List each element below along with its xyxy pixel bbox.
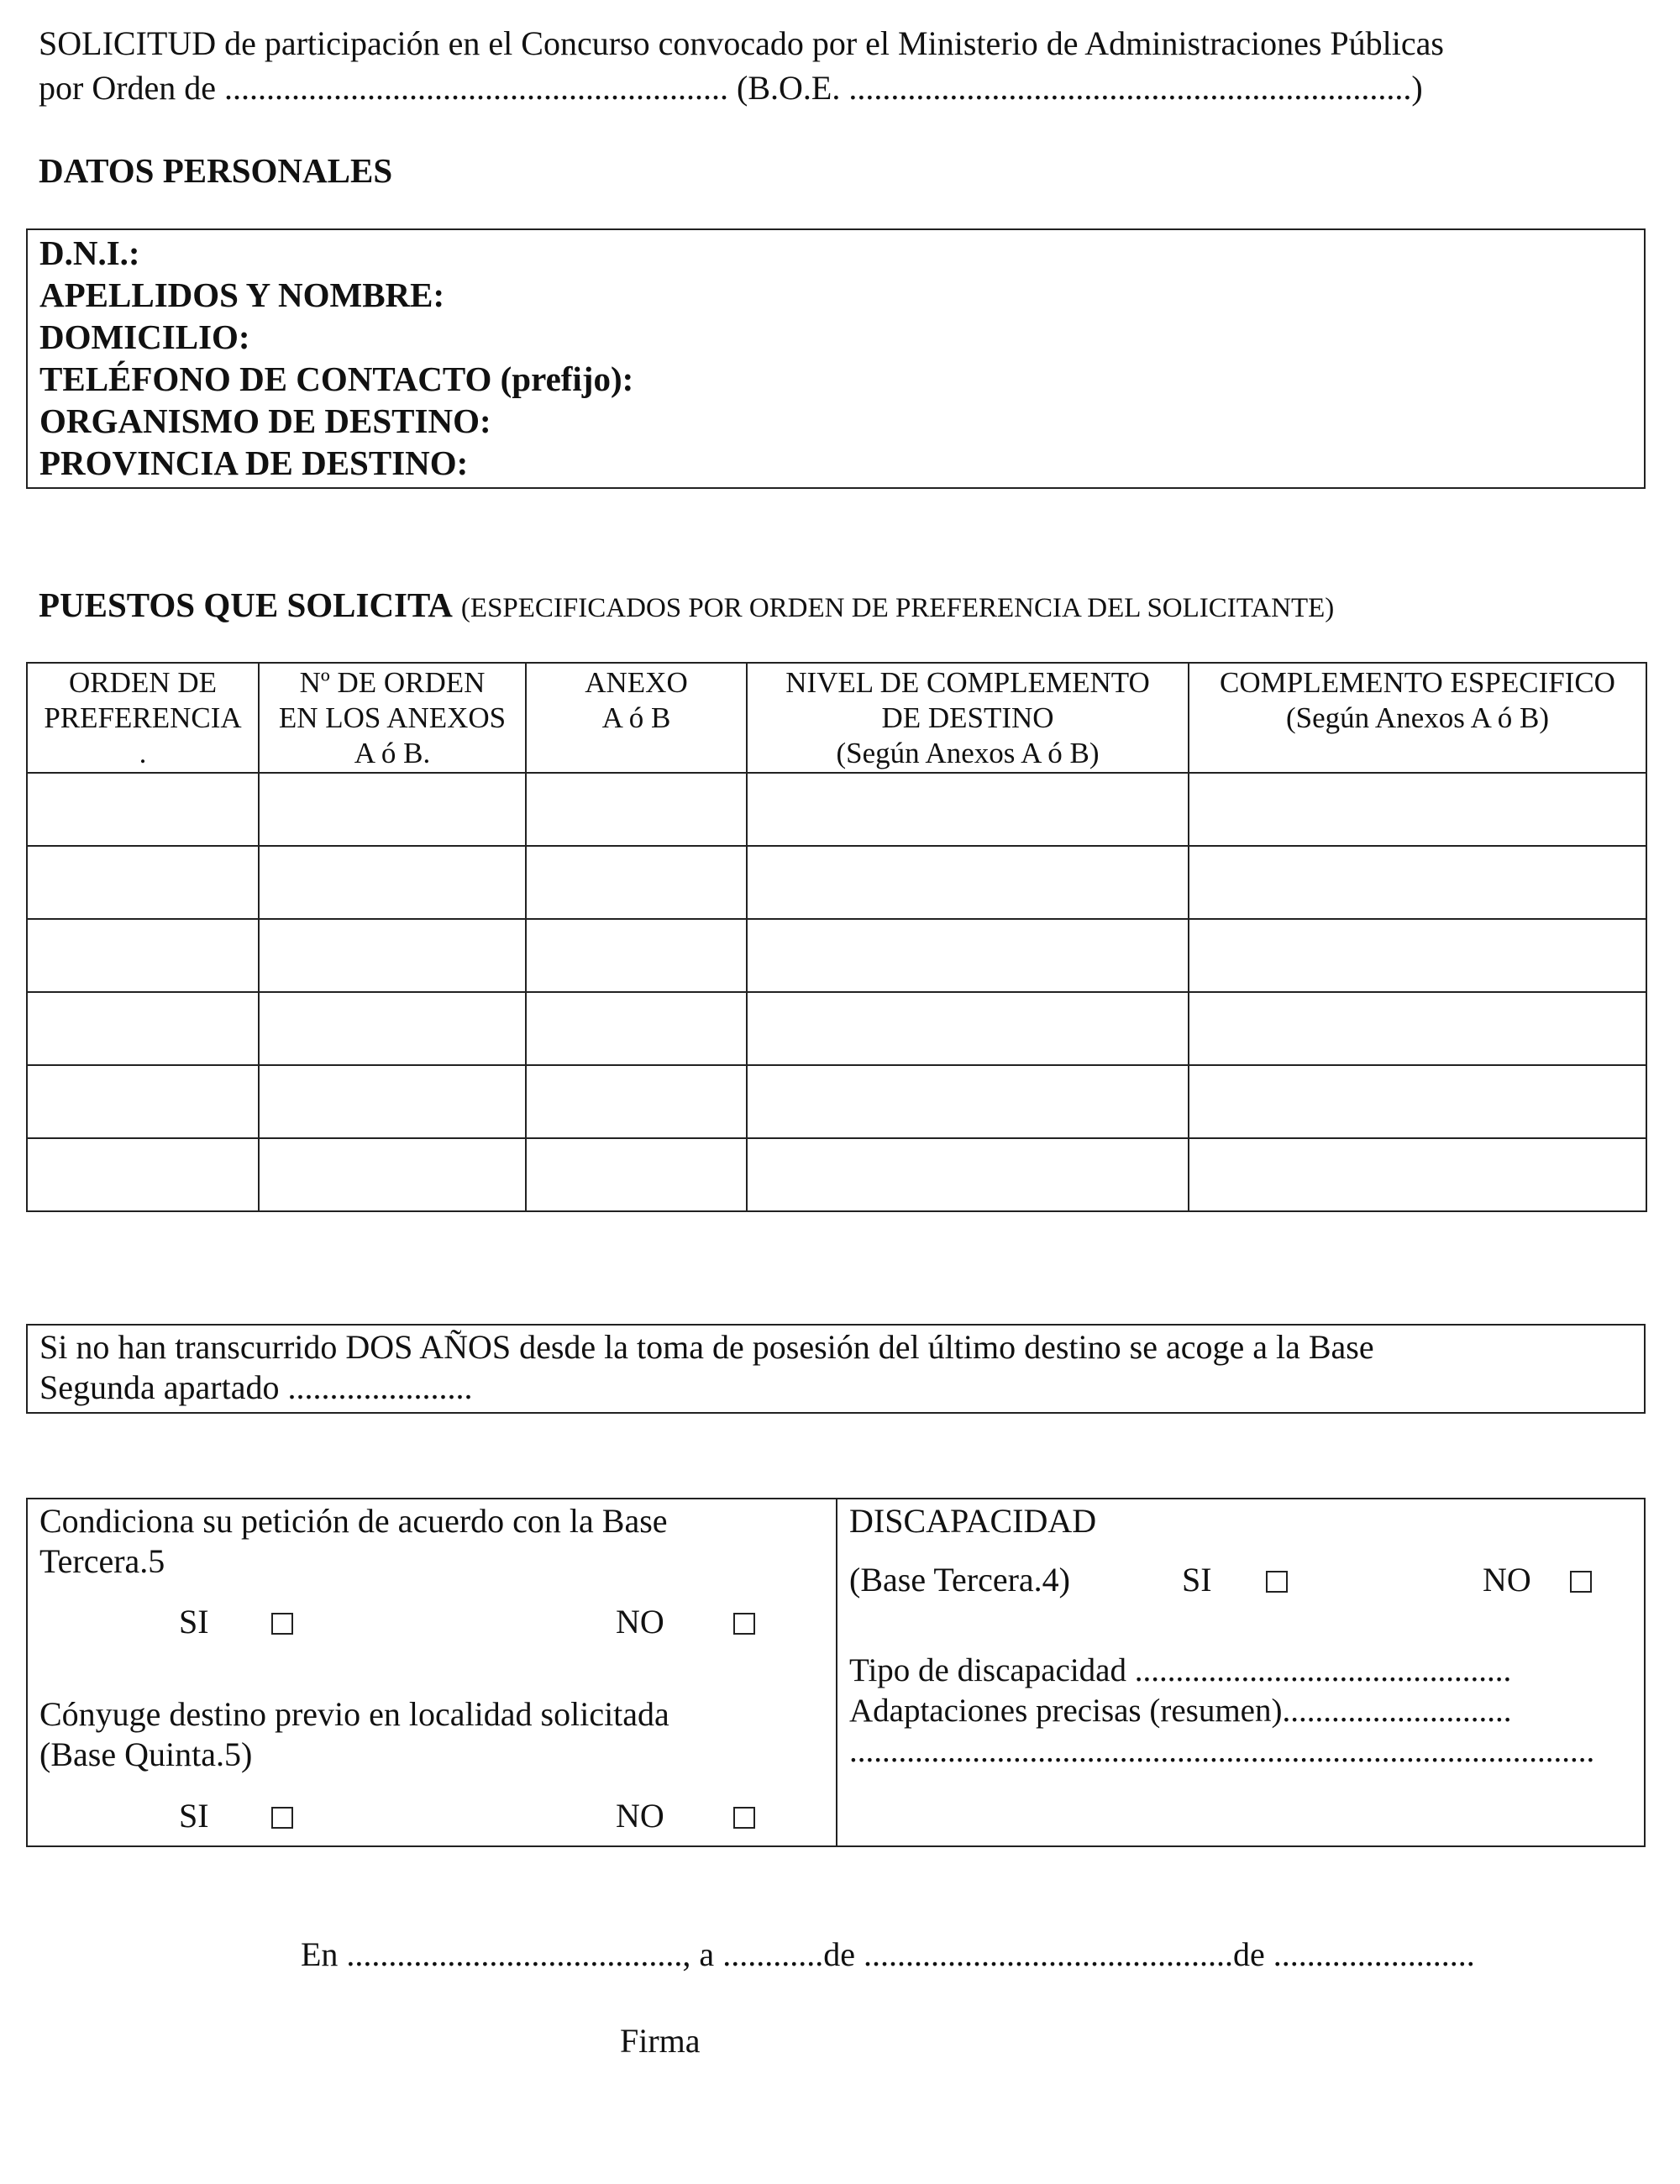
positions-table — [26, 662, 1647, 1212]
conyuge-no-checkbox[interactable] — [733, 1807, 755, 1829]
personal-data-box — [26, 228, 1646, 489]
disability-adaptations-continuation[interactable]: ........................................................................................... — [849, 1733, 1595, 1769]
table-cell[interactable] — [259, 919, 526, 992]
table-row — [27, 1065, 1646, 1138]
field-organism[interactable]: ORGANISMO DE DESTINO: — [39, 402, 491, 440]
table-cell[interactable] — [1189, 992, 1646, 1065]
condiciona-line2: Tercera.5 — [39, 1542, 165, 1580]
two-years-line2: Segunda apartado ...................... — [39, 1368, 473, 1406]
col-header-level: NIVEL DE COMPLEMENTO DE DESTINO (Según Anexos A ó B) — [747, 663, 1189, 773]
table-cell[interactable] — [747, 773, 1189, 846]
disability-title: DISCAPACIDAD — [849, 1502, 1097, 1540]
table-cell[interactable] — [259, 1138, 526, 1211]
condiciona-si-label: SI — [179, 1603, 209, 1641]
table-row — [27, 1138, 1646, 1211]
disability-si-checkbox[interactable] — [1266, 1571, 1288, 1593]
field-address[interactable]: DOMICILIO: — [39, 318, 250, 356]
disability-base: (Base Tercera.4) — [849, 1561, 1070, 1599]
request-intro-line1: SOLICITUD de participación en el Concurso convocado por el Ministerio de Administraciones Públicas — [39, 24, 1444, 62]
disability-si-label: SI — [1182, 1561, 1212, 1599]
conyuge-si-checkbox[interactable] — [271, 1807, 293, 1829]
two-years-line1: Si no han transcurrido DOS AÑOS desde la toma de posesión del último destino se acoge a la Base — [39, 1328, 1374, 1366]
table-cell[interactable] — [27, 846, 259, 919]
disability-adaptations-field[interactable]: Adaptaciones precisas (resumen)............................ — [849, 1693, 1512, 1729]
table-cell[interactable] — [747, 919, 1189, 992]
table-cell[interactable] — [747, 1065, 1189, 1138]
col-header-order-number: Nº DE ORDEN EN LOS ANEXOS A ó B. — [259, 663, 526, 773]
table-cell[interactable] — [747, 1138, 1189, 1211]
field-phone[interactable]: TELÉFONO DE CONTACTO (prefijo): — [39, 360, 634, 398]
col-header-preference: ORDEN DE PREFERENCIA . — [27, 663, 259, 773]
table-cell[interactable] — [1189, 1065, 1646, 1138]
table-cell[interactable] — [259, 773, 526, 846]
field-name[interactable]: APELLIDOS Y NOMBRE: — [39, 276, 445, 314]
condiciona-si-checkbox[interactable] — [271, 1613, 293, 1635]
table-cell[interactable] — [27, 773, 259, 846]
table-row — [27, 919, 1646, 992]
disability-box — [836, 1498, 1646, 1847]
table-cell[interactable] — [259, 846, 526, 919]
table-cell[interactable] — [526, 992, 747, 1065]
positions-subtitle: (ESPECIFICADOS POR ORDEN DE PREFERENCIA DEL SOLICITANTE) — [460, 593, 1335, 623]
table-cell[interactable] — [27, 992, 259, 1065]
disability-no-checkbox[interactable] — [1570, 1571, 1592, 1593]
positions-heading — [39, 584, 1334, 629]
table-cell[interactable] — [526, 773, 747, 846]
conyuge-no-label: NO — [616, 1797, 664, 1835]
table-cell[interactable] — [259, 992, 526, 1065]
table-cell[interactable] — [747, 992, 1189, 1065]
table-cell[interactable] — [747, 846, 1189, 919]
table-cell[interactable] — [526, 846, 747, 919]
col-header-annex: ANEXO A ó B — [526, 663, 747, 773]
table-cell[interactable] — [526, 1138, 747, 1211]
table-cell[interactable] — [27, 1138, 259, 1211]
two-years-box — [26, 1324, 1646, 1414]
table-cell[interactable] — [1189, 846, 1646, 919]
table-cell[interactable] — [1189, 919, 1646, 992]
conyuge-line2: (Base Quinta.5) — [39, 1735, 253, 1773]
table-row — [27, 992, 1646, 1065]
personal-data-title: DATOS PERSONALES — [39, 151, 393, 190]
table-cell[interactable] — [526, 1065, 747, 1138]
table-cell[interactable] — [1189, 773, 1646, 846]
date-place-line[interactable]: En ........................................, a ............de ............................................de ........................ — [301, 1935, 1475, 1973]
conditions-box — [26, 1498, 837, 1847]
conyuge-si-label: SI — [179, 1797, 209, 1835]
field-dni[interactable]: D.N.I.: — [39, 234, 140, 272]
col-header-specific: COMPLEMENTO ESPECIFICO (Según Anexos A ó B) — [1189, 663, 1646, 773]
request-intro-line2: por Orden de ............................................................ (B.O.E. ...................................................................) — [39, 69, 1423, 107]
conyuge-line1: Cónyuge destino previo en localidad solicitada — [39, 1695, 669, 1733]
table-cell[interactable] — [259, 1065, 526, 1138]
signature-label: Firma — [620, 2022, 701, 2060]
field-province[interactable]: PROVINCIA DE DESTINO: — [39, 444, 469, 482]
condiciona-no-checkbox[interactable] — [733, 1613, 755, 1635]
condiciona-no-label: NO — [616, 1603, 664, 1641]
positions-title: PUESTOS QUE SOLICITA — [39, 585, 453, 624]
condiciona-line1: Condiciona su petición de acuerdo con la Base — [39, 1502, 668, 1540]
table-cell[interactable] — [27, 919, 259, 992]
disability-no-label: NO — [1483, 1561, 1531, 1599]
table-row — [27, 846, 1646, 919]
table-header-row — [27, 663, 1646, 773]
disability-type-field[interactable]: Tipo de discapacidad .............................................. — [849, 1652, 1512, 1688]
table-cell[interactable] — [1189, 1138, 1646, 1211]
table-row — [27, 773, 1646, 846]
table-cell[interactable] — [526, 919, 747, 992]
table-cell[interactable] — [27, 1065, 259, 1138]
